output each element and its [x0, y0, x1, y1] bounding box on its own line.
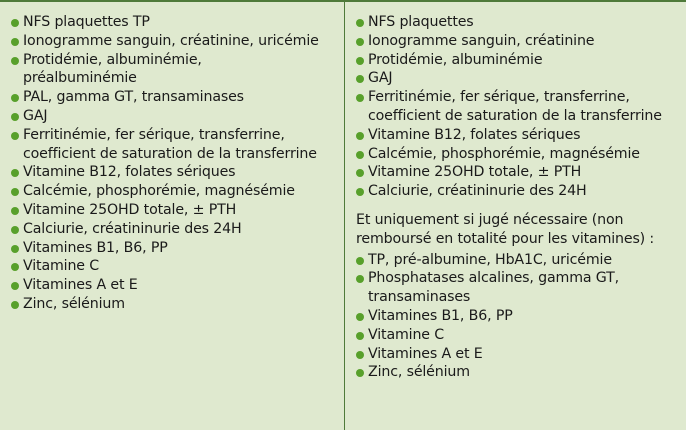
- bullet-icon: [356, 169, 364, 177]
- list-item: [356, 307, 686, 326]
- bullet-icon: [11, 169, 19, 177]
- list-item: [356, 251, 686, 270]
- list-item: [11, 88, 344, 107]
- bullet-icon: [356, 313, 364, 321]
- list-item: [11, 13, 344, 32]
- list-item-text: Calcémie, phosphorémie, magnésémie: [368, 145, 640, 162]
- bullet-icon: [11, 207, 19, 215]
- list-item-text: Vitamine 25OHD totale, ± PTH: [368, 164, 582, 181]
- bullet-icon: [356, 332, 364, 340]
- bullet-icon: [356, 257, 364, 265]
- list-item: [11, 201, 344, 220]
- list-item: [11, 126, 345, 164]
- list-item-text: Vitamine C: [23, 258, 99, 275]
- bullet-icon: [356, 369, 364, 377]
- list-item: [356, 326, 686, 345]
- list-item-text: Protidémie, albuminémie: [368, 51, 543, 68]
- list-item: [11, 220, 344, 239]
- list-item: [11, 295, 344, 314]
- bullet-icon: [356, 38, 364, 46]
- bullet-icon: [11, 19, 19, 27]
- list-item: [356, 363, 686, 382]
- list-item: [356, 126, 686, 145]
- bullet-icon: [11, 94, 19, 102]
- bullet-icon: [356, 351, 364, 359]
- list-item-text: Vitamine C: [368, 326, 444, 343]
- list-item: [356, 13, 686, 32]
- bullet-icon: [11, 57, 19, 65]
- bullet-icon: [356, 19, 364, 27]
- list-item-text: Vitamines B1, B6, PP: [368, 307, 513, 324]
- list-item-text: Zinc, sélénium: [23, 295, 125, 312]
- list-item: [11, 239, 344, 258]
- list-item: [356, 69, 686, 88]
- list-item-text: TP, pré-albumine, HbA1C, uricémie: [368, 251, 612, 268]
- list-item: [356, 145, 686, 164]
- list-item-text: Vitamines A et E: [368, 345, 483, 362]
- list-item-text: Calciurie, créatininurie des 24H: [23, 220, 242, 237]
- list-item-text: NFS plaquettes: [368, 14, 474, 30]
- list-item-text: PAL, gamma GT, transaminases: [23, 89, 244, 106]
- optional-note: Et uniquement si jugé nécessaire (non remboursé en totalité pour les vitamines) :: [356, 211, 655, 247]
- bullet-icon: [11, 38, 19, 46]
- list-item-text: Zinc, sélénium: [368, 364, 470, 381]
- list-item-text: Vitamines B1, B6, PP: [23, 239, 168, 256]
- list-item-text: Protidémie, albuminémie, préalbuminémie: [23, 51, 202, 87]
- list-item: [356, 345, 686, 364]
- list-item: [11, 182, 344, 201]
- list-item-text: Ferritinémie, fer sérique, transferrine, coefficient de saturation de la transferrine: [23, 126, 317, 162]
- list-item: [356, 32, 686, 51]
- bullet-icon: [356, 188, 364, 196]
- bullet-icon: [356, 132, 364, 140]
- list-item-text: Vitamine B12, folates sériques: [368, 126, 581, 143]
- bullet-icon: [11, 301, 19, 309]
- list-item-text: NFS plaquettes TP: [23, 14, 150, 30]
- list-item-text: Vitamine 25OHD totale, ± PTH: [23, 201, 237, 218]
- bullet-icon: [11, 113, 19, 121]
- bullet-icon: [356, 75, 364, 83]
- bullet-icon: [11, 188, 19, 196]
- right-column: [345, 0, 686, 430]
- list-item: [356, 269, 658, 307]
- bullet-icon: [11, 245, 19, 253]
- list-item: [356, 88, 686, 126]
- list-item-text: Phosphatases alcalines, gamma GT, transaminases: [368, 270, 619, 306]
- list-item: [356, 163, 686, 182]
- bullet-icon: [356, 151, 364, 159]
- list-item: [11, 163, 344, 182]
- list-item-text: GAJ: [368, 70, 393, 87]
- list-item-text: Ionogramme sanguin, créatinine: [368, 32, 595, 49]
- bullet-icon: [11, 226, 19, 234]
- list-item: [11, 107, 344, 126]
- list-item: [11, 51, 238, 89]
- list-item: [356, 182, 686, 201]
- list-item-text: Vitamines A et E: [23, 277, 138, 294]
- list-item-text: Calcémie, phosphorémie, magnésémie: [23, 183, 295, 200]
- list-item: [11, 257, 344, 276]
- list-item: [356, 51, 686, 70]
- bullet-icon: [11, 132, 19, 140]
- list-item: [11, 32, 344, 51]
- bullet-icon: [11, 263, 19, 271]
- list-item-text: GAJ: [23, 107, 48, 124]
- list-item-text: Vitamine B12, folates sériques: [23, 164, 236, 181]
- bullet-icon: [356, 57, 364, 65]
- bullet-icon: [356, 275, 364, 283]
- list-item: [11, 276, 344, 295]
- list-item-text: Ferritinémie, fer sérique, transferrine, coefficient de saturation de la transferrine: [368, 89, 662, 124]
- bullet-icon: [356, 94, 364, 102]
- bullet-icon: [11, 282, 19, 290]
- list-item-text: Calciurie, créatininurie des 24H: [368, 183, 587, 200]
- list-item-text: Ionogramme sanguin, créatinine, uricémie: [23, 32, 319, 49]
